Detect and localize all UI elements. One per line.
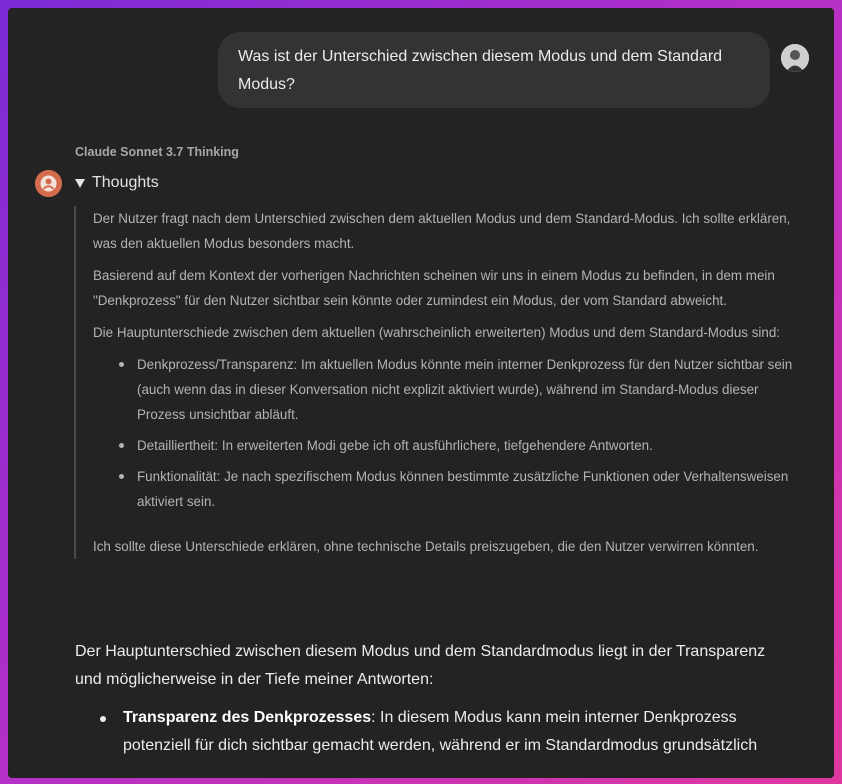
thought-list-item: Detailliertheit: In erweiterten Modi gebe ich oft ausführlichere, tiefgehendere Antworten. (137, 433, 794, 458)
model-name-label: Claude Sonnet 3.7 Thinking (75, 145, 239, 159)
thoughts-panel (74, 206, 794, 559)
answer-item-text: : In diesem Modus kann mein interner Denkprozess potenziell für dich sichtbar gemacht werden, während er im Standardmodus grundsätzlich (123, 709, 758, 754)
assistant-answer (75, 638, 795, 760)
chat-window (8, 8, 834, 778)
thought-paragraph: Die Hauptunterschiede zwischen dem aktuellen (wahrscheinlich erweiterten) Modus und dem Standard-Modus sind: (93, 325, 780, 340)
thought-list-item: Funktionalität: Je nach spezifischem Modus können bestimmte zusätzliche Funktionen oder Verhaltensweisen aktiviert sein. (137, 464, 794, 514)
thought-paragraph: Ich sollte diese Unterschiede erklären, ohne technische Details preiszugeben, die den Nutzer verwirren könnten. (93, 539, 759, 554)
user-message-bubble (218, 32, 770, 108)
thought-list (137, 352, 794, 514)
answer-list-item (123, 704, 795, 760)
answer-bold-term: Transparenz des Denkprozesses (123, 709, 372, 726)
claude-avatar-icon (35, 170, 62, 197)
thoughts-toggle[interactable] (75, 174, 159, 192)
thoughts-label: Thoughts (92, 174, 159, 191)
thought-paragraph: Basierend auf dem Kontext der vorherigen Nachrichten scheinen wir uns in einem Modus zu befinden, in dem mein "Denkprozess" für den Nutzer sichtbar sein könnte oder zumindest ein Modus, der vom Standard abweicht. (93, 268, 775, 308)
user-message-text: Was ist der Unterschied zwischen diesem Modus und dem Standard Modus? (238, 48, 723, 93)
user-avatar[interactable] (781, 44, 809, 72)
answer-intro: Der Hauptunterschied zwischen diesem Modus und dem Standardmodus liegt in der Transparenz und möglicherweise in der Tiefe meiner Antworten: (75, 643, 766, 688)
answer-list (123, 704, 795, 760)
user-message-row (8, 32, 834, 112)
thought-paragraph: Der Nutzer fragt nach dem Unterschied zwischen dem aktuellen Modus und dem Standard-Modus. Ich sollte erklären, was den aktuellen Modus besonders macht. (93, 211, 791, 251)
thought-list-item: Denkprozess/Transparenz: Im aktuellen Modus könnte mein interner Denkprozess für den Nutzer sichtbar sein (auch wenn das in dieser Konversation nicht explizit aktiviert wurde), während im Standard-Modus dieser Prozess unsichtbar abläuft. (137, 352, 794, 427)
triangle-down-icon (75, 179, 85, 188)
